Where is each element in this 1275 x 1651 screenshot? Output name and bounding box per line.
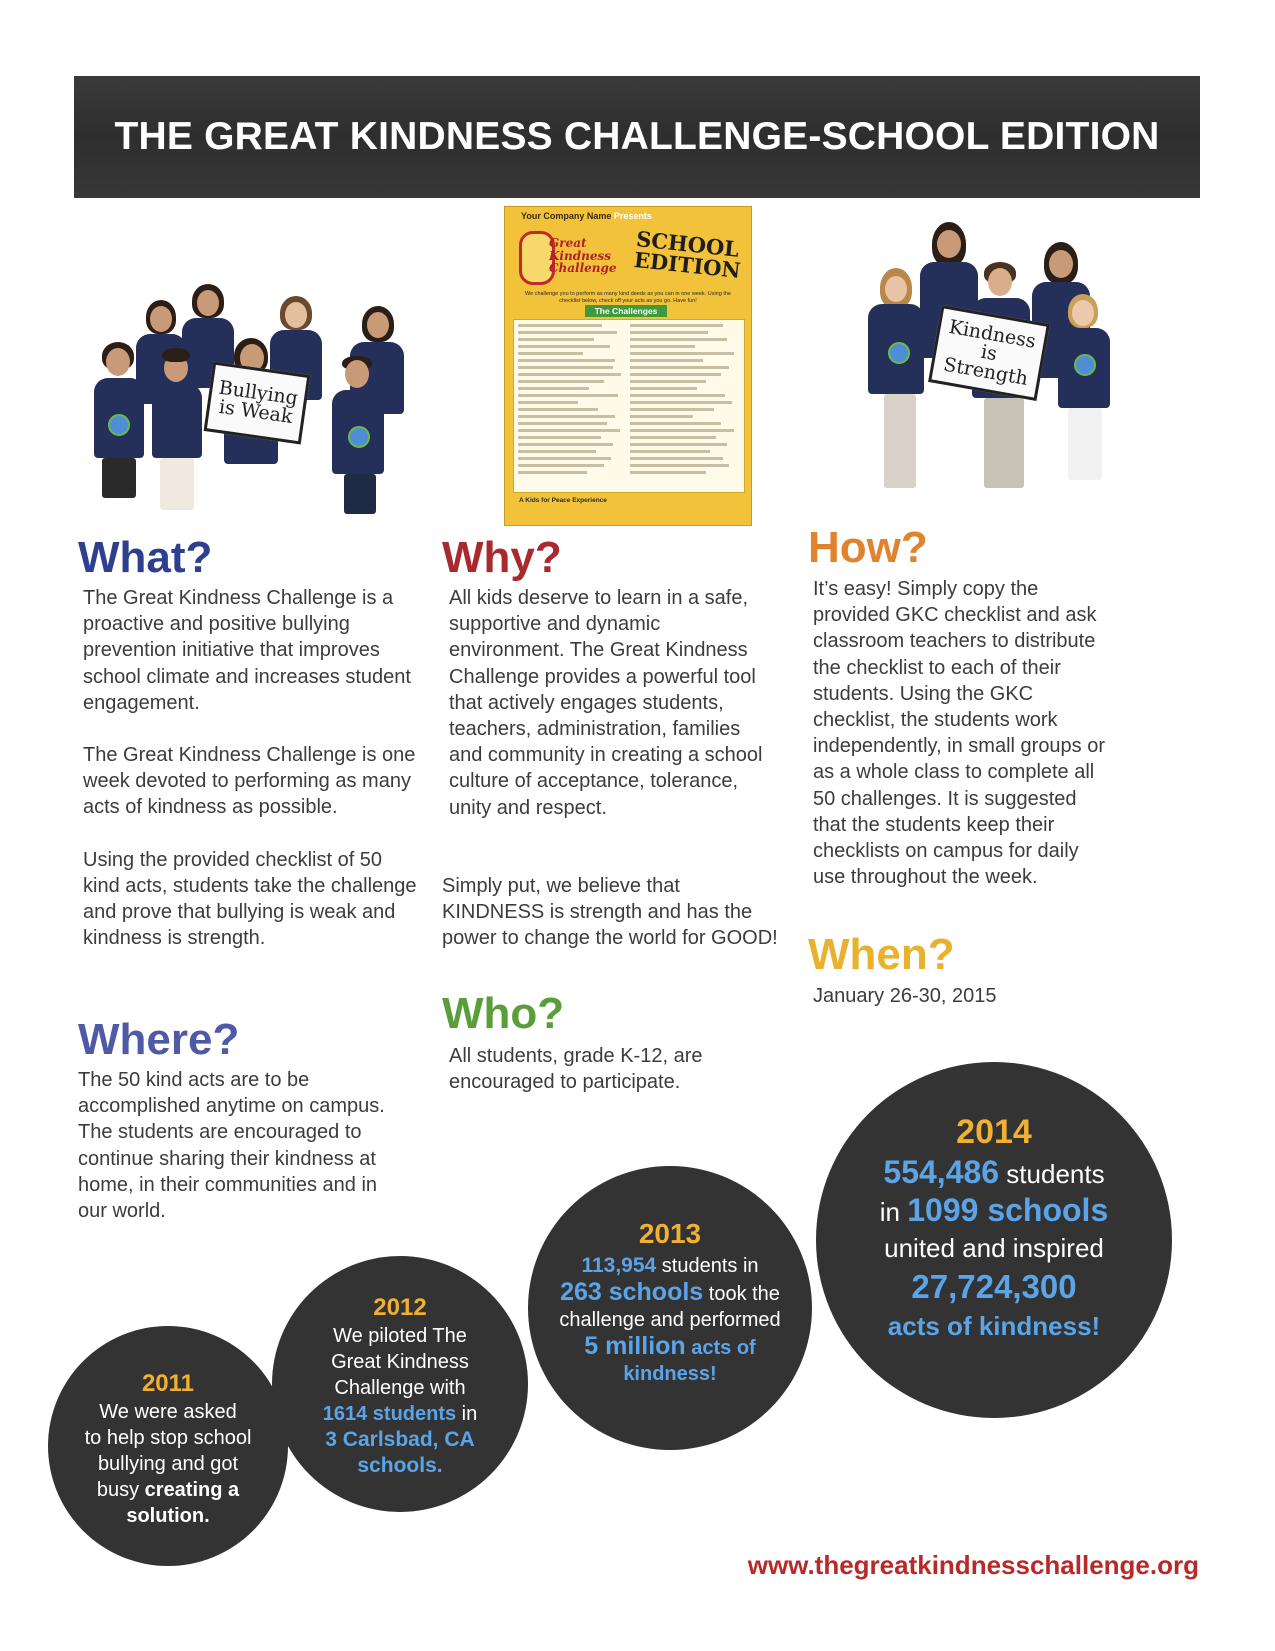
timeline-2014: 2014 554,486 students in 1099 schools united and inspired 27,724,300 acts of kindness! — [816, 1062, 1172, 1418]
poster-challenges-header: The Challenges — [585, 305, 667, 317]
what-text: The Great Kindness Challenge is a proactive and positive bullying prevention initiative that improves school climate and increases student engagement. The Great Kindness Challenge is one week devoted to performing as many acts of kindness as possible. Using the provided checklist of 50 kind acts, students take the challenge and prove that bullying is weak and kindness is strength. — [83, 587, 417, 950]
timeline-2011: 2011 We were asked to help stop school bullying and got busy creating a solution. — [48, 1326, 288, 1566]
who-text: All students, grade K-12, are encouraged to participate. — [449, 1045, 703, 1094]
where-heading: Where? — [78, 1015, 240, 1064]
title-banner — [74, 76, 1200, 198]
poster-intro: We challenge you to perform as many kind deeds as you can in one week. Using the checklist below, check off your acts as you go. Have fun! — [525, 291, 731, 304]
how-heading: How? — [808, 523, 928, 572]
when-heading: When? — [808, 930, 955, 979]
school-edition-checklist-poster — [504, 206, 752, 526]
poster-company: Your Company Name Presents — [521, 211, 652, 221]
how-text: It’s easy! Simply copy the provided GKC checklist and ask classroom teachers to distribute the checklist to each of their students. Using the GKC checklist, the students work independently, in small groups or as a whole class to complete all 50 challenges. It is suggested that the students keep their checklists on campus for daily use throughout the week. — [813, 578, 1106, 889]
sign-kindness-is-strength: Kindness is Strength — [928, 305, 1050, 401]
photo-bullying-is-weak — [84, 282, 414, 514]
photo-kindness-is-strength — [850, 216, 1120, 514]
poster-checklist — [513, 319, 745, 493]
why-heading: Why? — [442, 533, 562, 582]
when-text: January 26-30, 2015 — [813, 985, 997, 1007]
poster-footer: A Kids for Peace Experience — [519, 497, 607, 504]
what-heading: What? — [78, 533, 213, 582]
why-text-2: Simply put, we believe that KINDNESS is strength and has the power to change the world for GOOD! — [442, 875, 778, 950]
website-url[interactable]: www.thegreatkindnesschallenge.org — [747, 1550, 1199, 1580]
timeline-2013: 2013 113,954 students in 263 schools took the challenge and performed 5 million acts of kindness! — [528, 1166, 812, 1450]
timeline-2012: 2012 We piloted The Great Kindness Challenge with 1614 students in 3 Carlsbad, CA schools. — [272, 1256, 528, 1512]
who-heading: Who? — [442, 989, 565, 1038]
why-text: All kids deserve to learn in a safe, supportive and dynamic environment. The Great Kindness Challenge provides a powerful tool that actively engages students, teachers, administration, families and community in creating a school culture of acceptance, tolerance, unity and respect. — [449, 587, 763, 819]
sign-bullying-is-weak: Bullying is Weak — [204, 362, 311, 445]
poster-gkc-title: Great Kindness Challenge — [549, 236, 617, 276]
where-text: The 50 kind acts are to be accomplished anytime on campus. The students are encouraged to continue sharing their kindness at home, in their communities and in our world. — [78, 1069, 385, 1223]
page-title: THE GREAT KINDNESS CHALLENGE-SCHOOL EDITION — [114, 115, 1160, 158]
poster-edition: SCHOOL EDITION — [632, 226, 742, 284]
